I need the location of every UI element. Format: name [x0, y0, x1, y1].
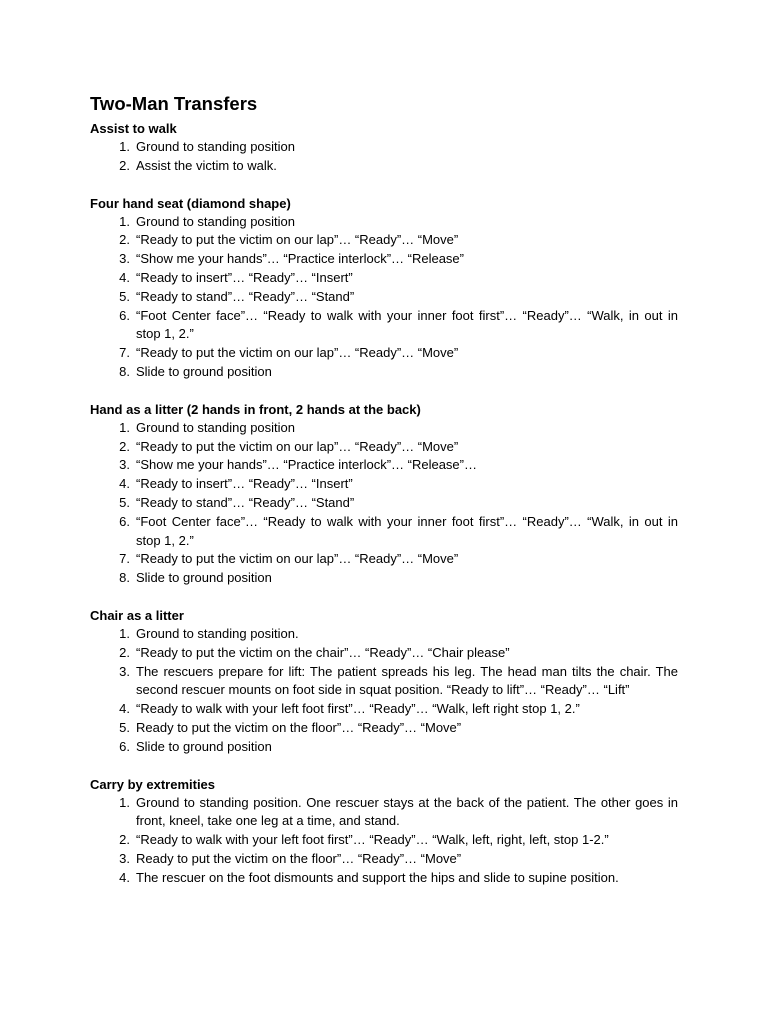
document-body — [90, 92, 678, 906]
step-text: Ground to standing position — [136, 139, 295, 154]
step-number: 8. — [119, 570, 130, 586]
step-number: 3. — [119, 457, 130, 473]
step-list — [90, 625, 678, 757]
step-number: 3. — [119, 850, 130, 866]
step-text: Slide to ground position — [136, 570, 272, 586]
step-number: 2. — [119, 157, 130, 173]
list-item — [90, 869, 678, 888]
list-item — [90, 569, 678, 588]
section-heading: Carry by extremities — [90, 776, 216, 792]
list-item — [90, 475, 678, 494]
section-heading: Hand as a litter (2 hands in front, 2 hands at the back) — [90, 401, 421, 417]
list-item — [90, 831, 678, 850]
step-number: 5. — [119, 288, 130, 304]
step-list — [90, 213, 678, 382]
step-number: 8. — [119, 363, 130, 379]
step-text: Assist the victim to walk. — [136, 157, 277, 173]
step-text: “Ready to put the victim on our lap”… “Ready”… “Move” — [136, 345, 459, 361]
list-item — [90, 138, 678, 157]
list-item — [90, 550, 678, 569]
step-text: Ground to standing position. One rescuer stays at the back of the patient. The other goes in front, kneel, take one leg at a time, and stand. — [136, 794, 678, 829]
list-item — [90, 494, 678, 513]
list-item — [90, 157, 678, 176]
step-text: “Ready to stand”… “Ready”… “Stand” — [136, 494, 355, 510]
list-item — [90, 644, 678, 663]
list-item — [90, 419, 678, 438]
step-text: “Ready to walk with your left foot first”… “Ready”… “Walk, left right stop 1, 2.” — [136, 701, 580, 717]
step-number: 2. — [119, 438, 130, 454]
list-item — [90, 794, 678, 832]
step-number: 6. — [119, 307, 130, 323]
list-item — [90, 363, 678, 382]
section-heading: Four hand seat (diamond shape) — [90, 195, 291, 211]
step-number: 4. — [119, 269, 130, 285]
step-number: 7. — [119, 551, 130, 567]
step-number: 6. — [119, 513, 130, 529]
section-heading: Chair as a litter — [90, 607, 184, 623]
step-text: Slide to ground position — [136, 738, 272, 754]
step-number: 1. — [119, 625, 130, 641]
list-item — [90, 738, 678, 757]
step-list — [90, 794, 678, 888]
list-item — [90, 438, 678, 457]
step-text: “Ready to put the victim on our lap”… “Ready”… “Move” — [136, 551, 459, 567]
section — [90, 119, 678, 176]
step-text: Ground to standing position. — [136, 625, 299, 641]
document-title: Two-Man Transfers — [90, 93, 258, 114]
list-item — [90, 269, 678, 288]
step-text: “Foot Center face”… “Ready to walk with your inner foot first”… “Ready”… “Walk, in out in stop 1, 2.” — [136, 307, 678, 342]
list-item — [90, 250, 678, 269]
list-item — [90, 700, 678, 719]
sections-container — [90, 119, 678, 888]
step-text: “Ready to put the victim on the chair”… “Ready”… “Chair please” — [136, 644, 510, 660]
list-item — [90, 850, 678, 869]
step-number: 2. — [119, 232, 130, 248]
step-text: “Foot Center face”… “Ready to walk with your inner foot first”… “Ready”… “Walk, in out in stop 1, 2.” — [136, 513, 678, 548]
step-text: “Ready to insert”… “Ready”… “Insert” — [136, 269, 353, 285]
section — [90, 606, 678, 757]
step-text: The rescuers prepare for lift: The patient spreads his leg. The head man tilts the chair. The second rescuer mounts on foot side in squat position. “Ready to lift”… “Ready”… “Lift” — [136, 663, 678, 698]
list-item — [90, 625, 678, 644]
step-number: 2. — [119, 832, 130, 848]
step-text: “Ready to stand”… “Ready”… “Stand” — [136, 288, 355, 304]
list-item — [90, 513, 678, 551]
step-number: 7. — [119, 345, 130, 361]
step-number: 1. — [119, 419, 130, 435]
section — [90, 194, 678, 382]
step-list — [90, 419, 678, 588]
step-text: “Ready to insert”… “Ready”… “Insert” — [136, 476, 353, 492]
step-number: 1. — [119, 213, 130, 229]
section — [90, 400, 678, 588]
step-number: 6. — [119, 738, 130, 754]
step-text: Ready to put the victim on the floor”… “Ready”… “Move” — [136, 850, 462, 866]
step-text: “Show me your hands”… “Practice interlock”… “Release” — [136, 251, 464, 267]
step-number: 5. — [119, 494, 130, 510]
step-number: 3. — [119, 251, 130, 267]
step-number: 4. — [119, 476, 130, 492]
step-number: 1. — [119, 794, 130, 810]
list-item — [90, 288, 678, 307]
list-item — [90, 456, 678, 475]
step-text: “Ready to put the victim on our lap”… “Ready”… “Move” — [136, 232, 459, 248]
list-item — [90, 307, 678, 345]
list-item — [90, 719, 678, 738]
step-text: Ground to standing position — [136, 213, 295, 229]
step-number: 5. — [119, 719, 130, 735]
step-number: 4. — [119, 869, 130, 885]
section-heading: Assist to walk — [90, 121, 177, 136]
step-text: Ready to put the victim on the floor”… “Ready”… “Move” — [136, 719, 462, 735]
step-number: 3. — [119, 663, 130, 679]
list-item — [90, 344, 678, 363]
list-item — [90, 663, 678, 701]
step-list — [90, 138, 678, 176]
step-text: The rescuer on the foot dismounts and support the hips and slide to supine position. — [136, 869, 619, 885]
section — [90, 775, 678, 888]
step-number: 1. — [119, 139, 130, 154]
list-item — [90, 231, 678, 250]
step-text: “Ready to put the victim on our lap”… “Ready”… “Move” — [136, 438, 459, 454]
step-number: 2. — [119, 644, 130, 660]
step-text: Slide to ground position — [136, 363, 272, 379]
list-item — [90, 213, 678, 232]
step-text: “Show me your hands”… “Practice interlock”… “Release”… — [136, 457, 477, 473]
step-text: “Ready to walk with your left foot first”… “Ready”… “Walk, left, right, left, stop 1-2.” — [136, 832, 609, 848]
step-text: Ground to standing position — [136, 419, 295, 435]
step-number: 4. — [119, 701, 130, 717]
